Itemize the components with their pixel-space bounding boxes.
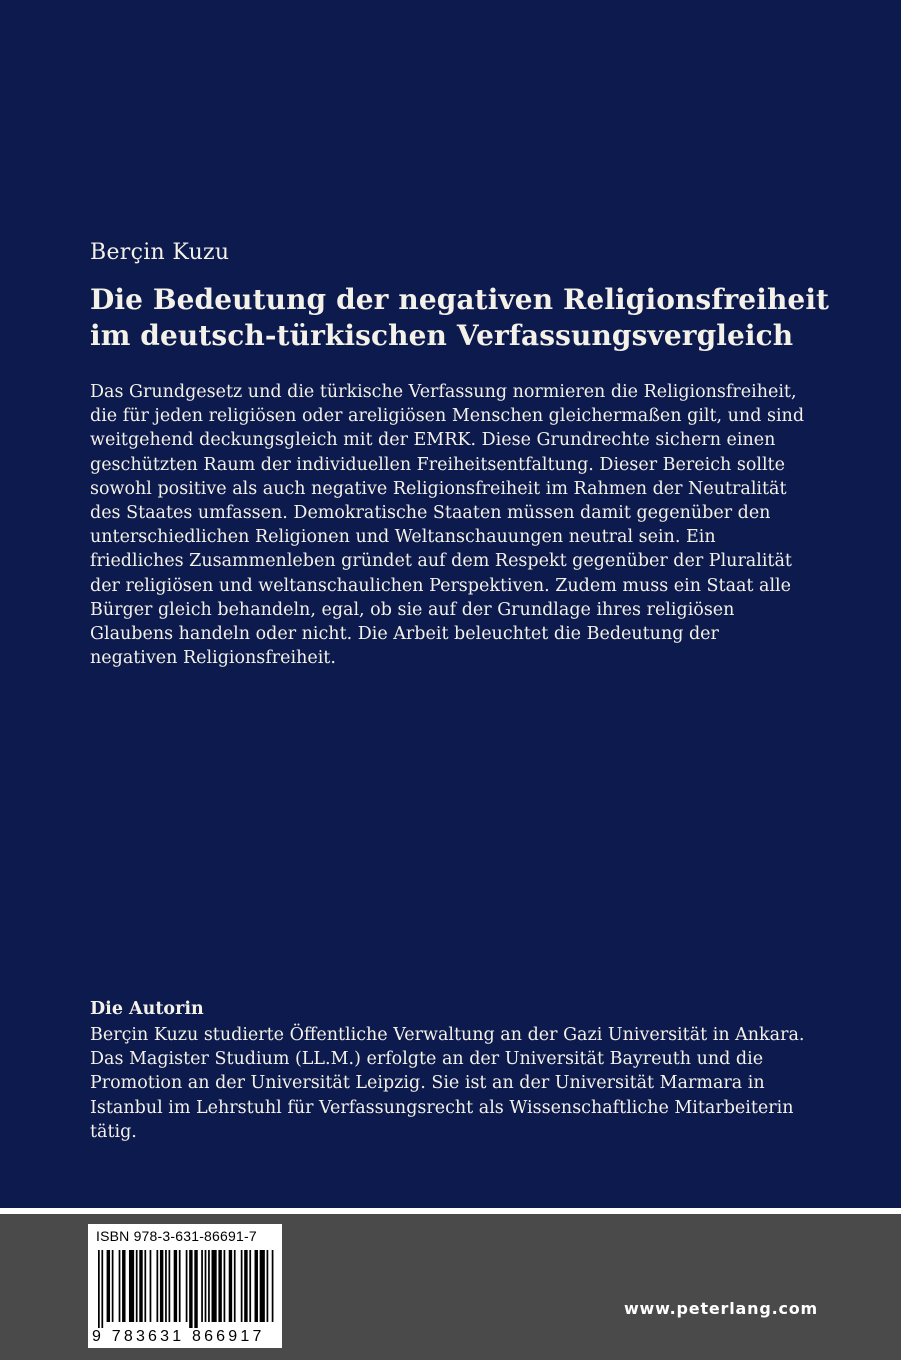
barcode-icon bbox=[98, 1250, 274, 1328]
publisher-url: www.peterlang.com bbox=[623, 1299, 818, 1318]
blurb-text: Das Grundgesetz und die türkische Verfassung normieren die Religionsfreiheit, die für jeden religiösen oder areligiösen Menschen gleichermaßen gilt, und sind weitgehend deckungsgleich mit der EMRK. Diese Grundrechte sichern einen geschützten Raum der individuellen Freiheitsentfaltung. Dieser Bereich sollte sowohl positive als auch negative Religionsfreiheit im Rahmen der Neutralität des Staates umfassen. Demokratische Staaten müssen damit gegenüber den unterschiedlichen Religionen und Weltanschauungen neutral sein. Ein friedliches Zusammenleben gründet auf dem Respekt gegenüber der Pluralität der religiösen und weltanschaulichen Perspektiven. Zudem muss ein Staat alle Bürger gleich behandeln, egal, ob sie auf der Grundlage ihres religiösen Glaubens handeln oder nicht. Die Arbeit beleuchtet die Bedeutung der negativen Religionsfreiheit. bbox=[90, 382, 805, 669]
barcode-digits: 9 783631 866917 bbox=[92, 1328, 265, 1345]
author-name: Berçin Kuzu bbox=[90, 240, 230, 265]
barcode-box bbox=[88, 1224, 282, 1348]
book-title: Die Bedeutung der negativen Religionsfreiheit im deutsch-türkischen Verfassungsvergleich bbox=[90, 283, 830, 352]
footer-band bbox=[0, 1214, 901, 1360]
isbn-label: ISBN 978-3-631-86691-7 bbox=[96, 1228, 257, 1244]
about-author-heading: Die Autorin bbox=[90, 999, 204, 1019]
about-author-text: Berçin Kuzu studierte Öffentliche Verwaltung an der Gazi Universität in Ankara. Das Magister Studium (LL.M.) erfolgte an der Universität Bayreuth und die Promotion an der Universität Leipzig. Sie ist an der Universität Marmara in Istanbul im Lehrstuhl für Verfassungsrecht als Wissenschaftliche Mitarbeiterin tätig. bbox=[90, 1025, 805, 1142]
